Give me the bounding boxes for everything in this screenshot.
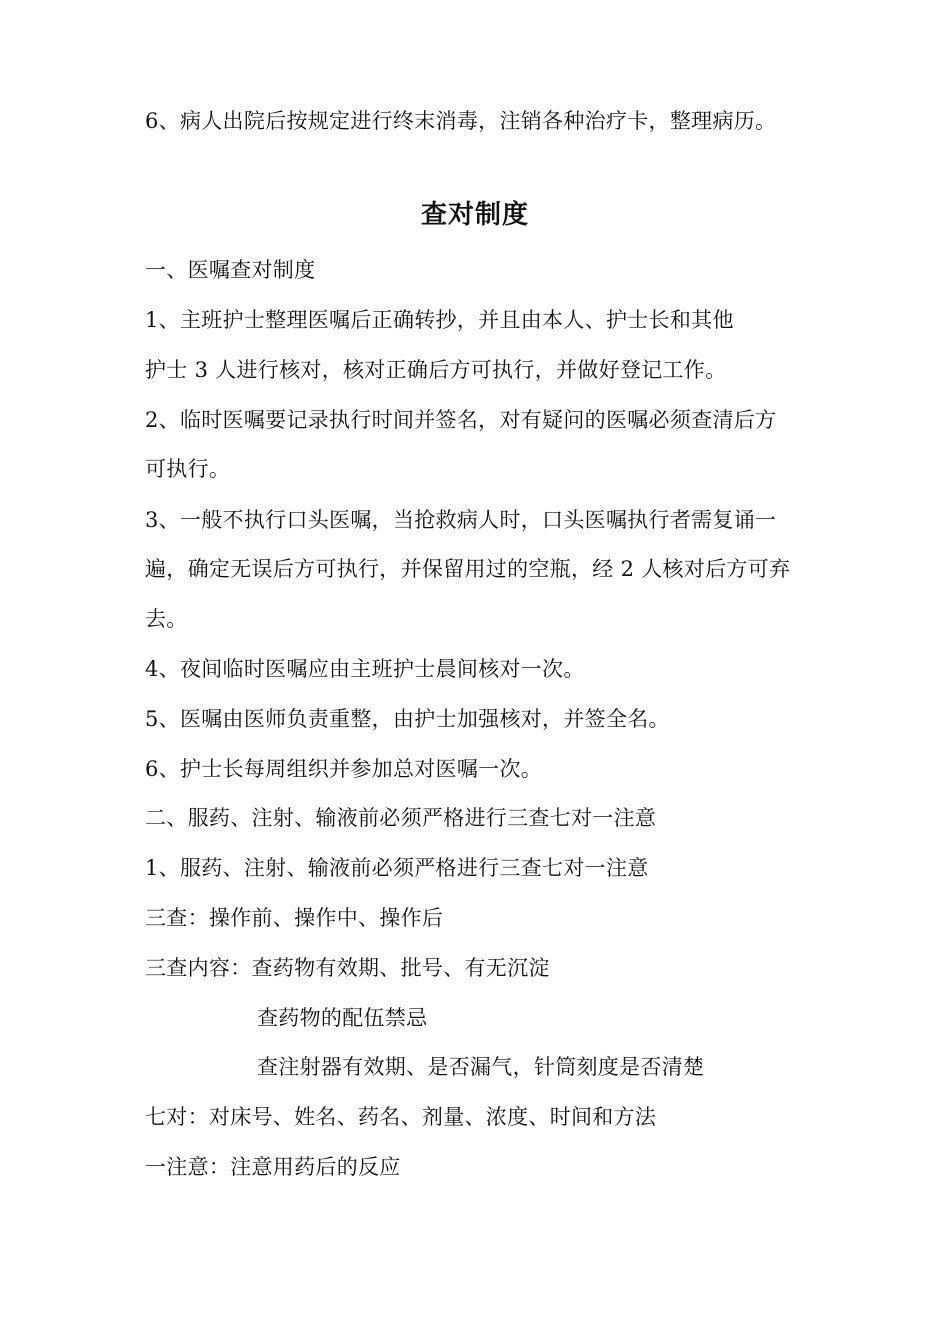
check-content-2: 查药物的配伍禁忌 <box>257 1006 428 1030</box>
section-1-item-2-line-2: 可执行。 <box>145 457 231 481</box>
seven-verifications: 七对：对床号、姓名、药名、剂量、浓度、时间和方法 <box>145 1105 657 1129</box>
three-checks: 三查：操作前、操作中、操作后 <box>145 906 444 930</box>
section-1-item-4: 4、夜间临时医嘱应由主班护士晨间核对一次。 <box>145 657 585 681</box>
section-1-item-1-line-1: 1、主班护士整理医嘱后正确转抄，并且由本人、护士长和其他 <box>145 308 734 332</box>
section-1-item-3-line-3: 去。 <box>145 607 188 631</box>
section-1-item-3-line-1: 3、一般不执行口头医嘱，当抢救病人时，口头医嘱执行者需复诵一 <box>145 508 777 532</box>
section-1-item-3-line-2: 遍，确定无误后方可执行，并保留用过的空瓶，经 2 人核对后方可弃 <box>145 557 791 581</box>
page-title: 查对制度 <box>420 200 529 230</box>
section-1-heading: 一、医嘱查对制度 <box>145 258 316 282</box>
discharge-item-6: 6、病人出院后按规定进行终末消毒，注销各种治疗卡，整理病历。 <box>145 109 777 133</box>
check-content-3: 查注射器有效期、是否漏气，针筒刻度是否清楚 <box>257 1055 705 1079</box>
section-2-item-1: 1、服药、注射、输液前必须严格进行三查七对一注意 <box>145 856 649 880</box>
section-2-heading: 二、服药、注射、输液前必须严格进行三查七对一注意 <box>145 806 657 830</box>
section-1-item-5: 5、医嘱由医师负责重整，由护士加强核对，并签全名。 <box>145 707 670 731</box>
section-1-item-2-line-1: 2、临时医嘱要记录执行时间并签名，对有疑问的医嘱必须查清后方 <box>145 408 777 432</box>
check-content-1: 三查内容：查药物有效期、批号、有无沉淀 <box>145 956 550 980</box>
one-attention: 一注意：注意用药后的反应 <box>145 1155 401 1179</box>
section-1-item-1-line-2: 护士 3 人进行核对，核对正确后方可执行，并做好登记工作。 <box>145 358 727 382</box>
section-1-item-6: 6、护士长每周组织并参加总对医嘱一次。 <box>145 757 543 781</box>
